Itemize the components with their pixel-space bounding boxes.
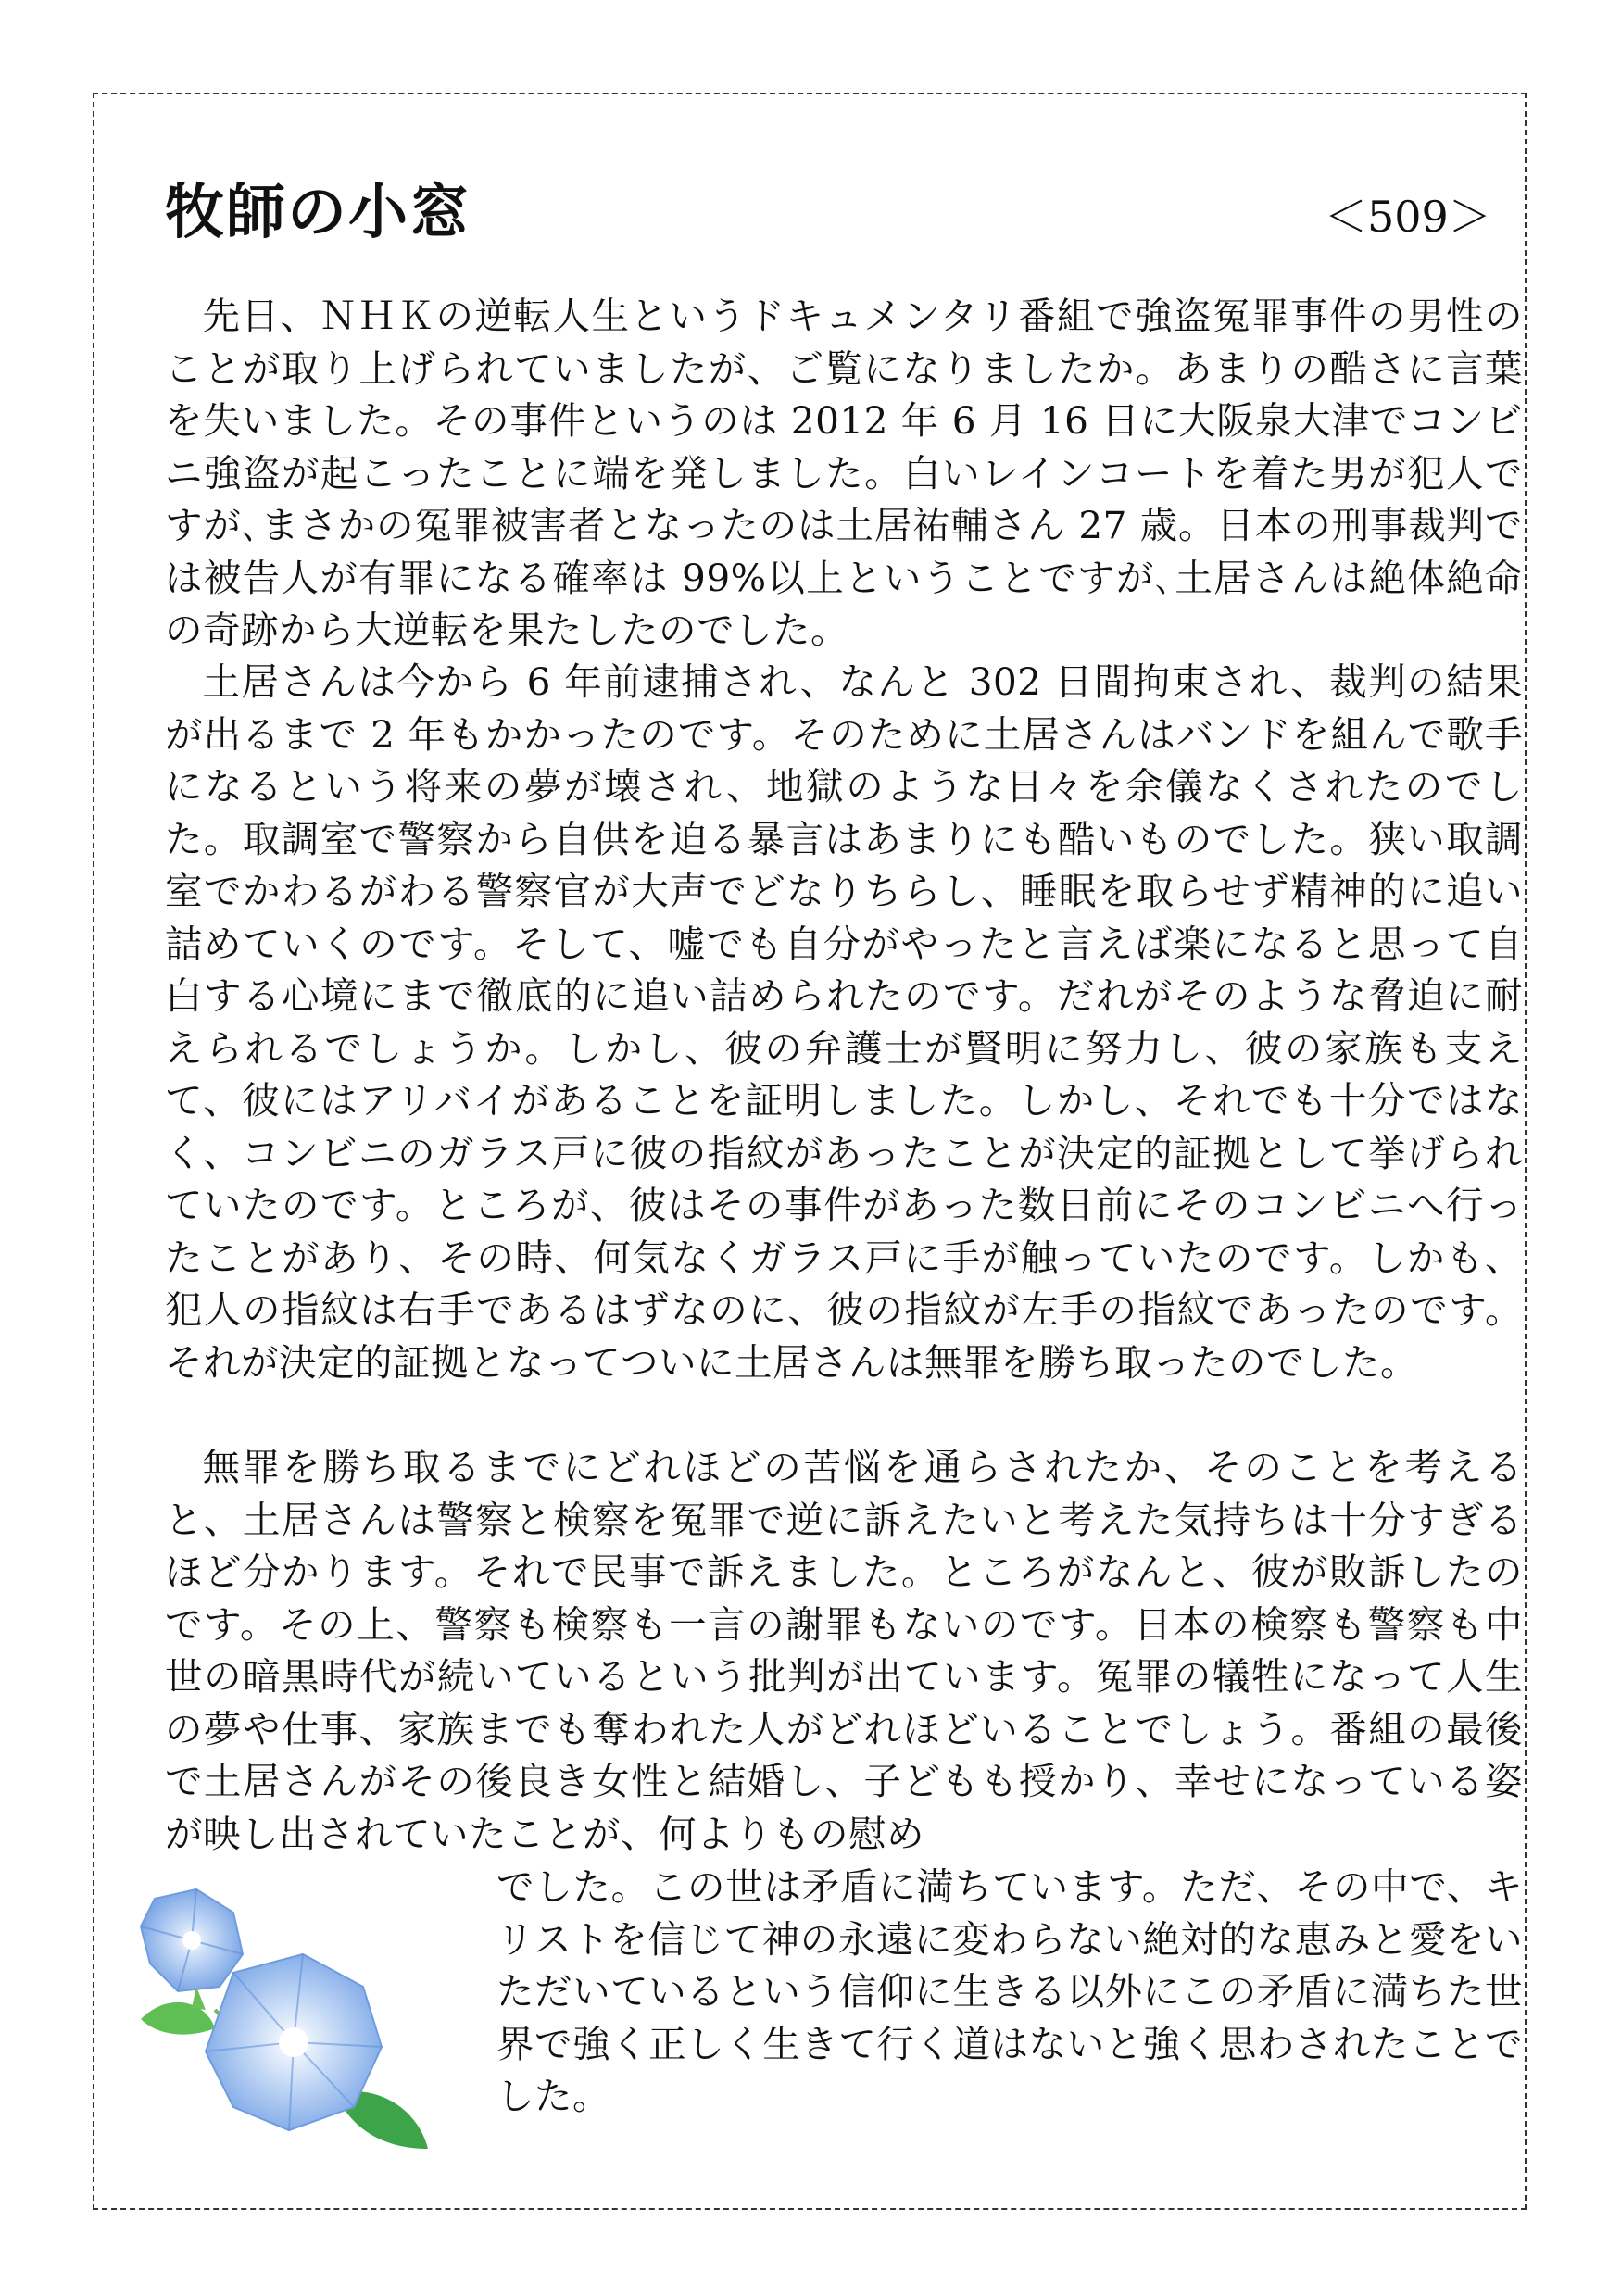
paragraph-3: 無罪を勝ち取るまでにどれほどの苦悩を通らされたか、そのことを考えると、土居さんは警察と検察を冤罪で逆に訴えたいと考えた気持ちは十分すぎるほど分かります。それで民事で訴えました。ところがなんと、彼が敗訴したのです。その上、警察も検察も一言の謝罪もないのです。日本の検察も警察も中世の暗黒時代が続いているという批判が出ています。冤罪の犠牲になって人生の夢や仕事、家族までも奪われた人がどれほどいることでしょう。番組の最後で土居さんがその後良き女性と結婚し、子どもも授かり、幸せになっている姿が映し出されていたことが、何よりもの慰め (165, 1445, 1523, 1856)
paragraph-1: 先日、ＮＨＫの逆転人生というドキュメンタリ番組で強盗冤罪事件の男性のことが取り上げられていましたが、ご覧になりましたか。あまりの酷さに言葉を失いました。その事件というのは 2012 年 6 月 16 日に大阪泉大津でコンビニ強盗が起こったことに端を発しました。白いレインコートを着た男が犯人ですが､まさかの冤罪被害者となったのは土居祐輔さん 27 歳。日本の刑事裁判では被告人が有罪になる確率は 99%以上ということですが､土居さんは絶体絶命の奇跡から大逆転を果たしたのでした。 (165, 294, 1523, 652)
morning-glory-illustration (104, 1871, 474, 2214)
issue-number: ＜509＞ (1325, 192, 1491, 242)
paragraph-4: でした。この世は矛盾に満ちています。ただ、その中で、キリストを信じて神の永遠に変わらない絶対的な恵みと愛をいただいているという信仰に生きる以外にこの矛盾に満ちた世界で強く正しく生きて行く道はないと強く思わされたことでした。 (496, 1864, 1523, 2118)
flower-large-icon (206, 1954, 382, 2130)
paragraph-2: 土居さんは今から 6 年前逮捕され、なんと 302 日間拘束され、裁判の結果が出るまで 2 年もかかったのです。そのために土居さんはバンドを組んで歌手になるという将来の夢が壊され、地獄のような日々を余儀なくされたのでした。取調室で警察から自供を迫る暴言はあまりにも酷いものでした。狭い取調室でかわるがわる警察官が大声でどなりちらし、睡眠を取らせず精神的に追い詰めていくのです。そして、嘘でも自分がやったと言えば楽になると思って自白する心境にまで徹底的に追い詰められたのです。だれがそのような脅迫に耐えられるでしょうか。しかし、彼の弁護士が賢明に努力し、彼の家族も支えて、彼にはアリバイがあることを証明しました。しかし、それでも十分ではなく、コンビニのガラス戸に彼の指紋があったことが決定的証拠として挙げられていたのです。ところが、彼はその事件があった数日前にそのコンビニへ行ったことがあり、その時、何気なくガラス戸に手が触っていたのです。しかも、犯人の指紋は右手であるはずなのに、彼の指紋が左手の指紋であったのです。それが決定的証拠となってついに土居さんは無罪を勝ち取ったのでした。 (165, 659, 1523, 1385)
page-title: 牧師の小窓 (165, 179, 471, 247)
